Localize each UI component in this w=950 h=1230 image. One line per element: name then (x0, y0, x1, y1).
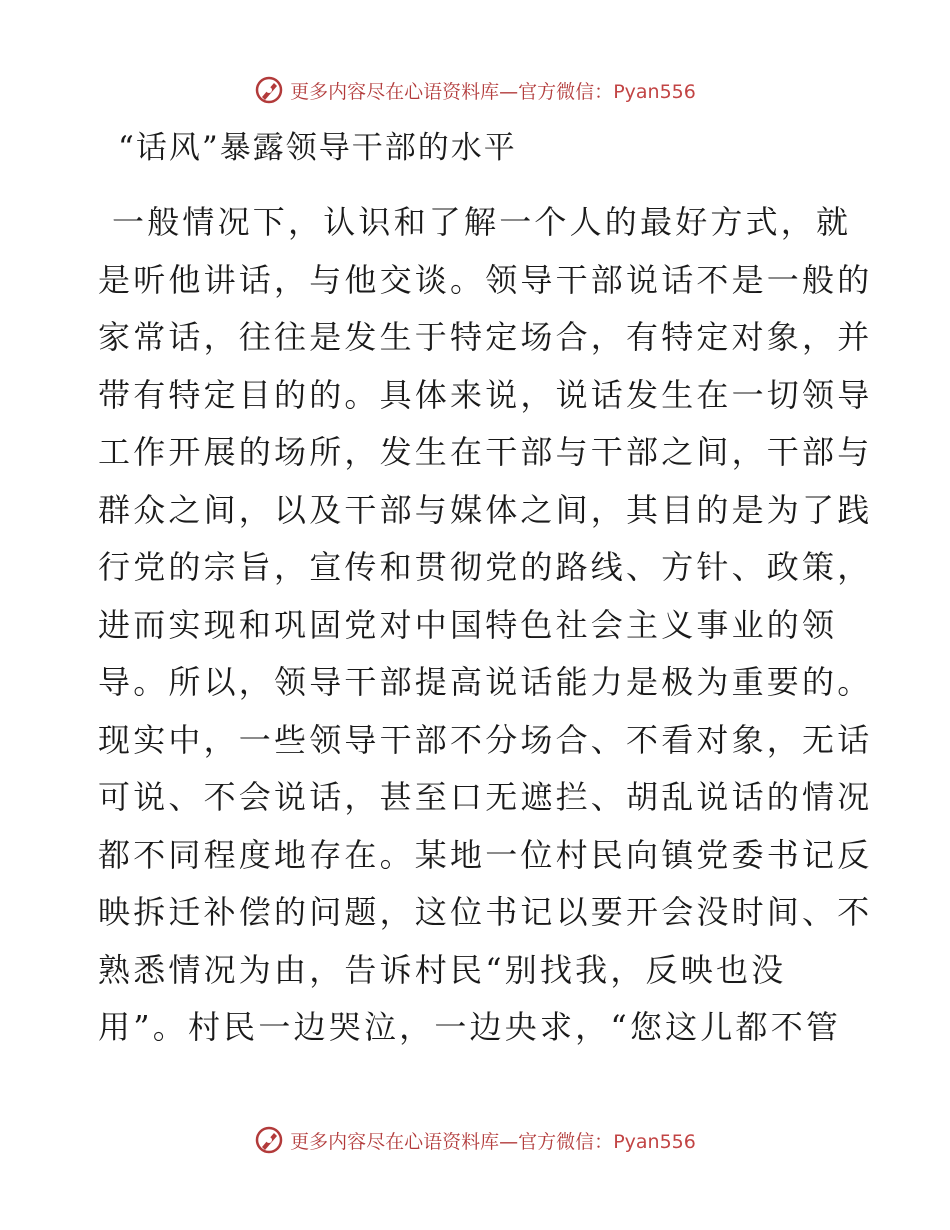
document-title: “话风”暴露领导干部的水平 (118, 130, 517, 166)
body-line: 都不同程度地存在。某地一位村民向镇党委书记反 (98, 835, 873, 874)
body-line: 行党的宗旨，宣传和贯彻党的路线、方针、政策， (98, 548, 873, 586)
body-line: 可说、不会说话，甚至口无遮拦、胡乱说话的情况 (98, 778, 873, 816)
footer-banner (0, 1120, 950, 1160)
body-line: 映拆迁补偿的问题，这位书记以要开会没时间、不 (98, 893, 873, 931)
banner-main-text: 更多内容尽在心语资料库 (290, 80, 500, 103)
pen-logo-icon (254, 1125, 284, 1155)
body-line: 群众之间，以及干部与媒体之间，其目的是为了践 (98, 490, 873, 529)
banner-dash: — (499, 80, 519, 103)
banner-official-text: 官方微信： (518, 80, 614, 103)
body-line: 家常话，往往是发生于特定场合，有特定对象，并 (98, 318, 873, 356)
header-banner (0, 70, 950, 110)
body-line: 用”。村民一边哭泣，一边央求，“您这儿都不管 (98, 1008, 842, 1046)
body-line: 一般情况下，认识和了解一个人的最好方式，就 (112, 203, 852, 241)
body-line: 导。所以，领导干部提高说话能力是极为重要的。 (98, 663, 873, 701)
body-line: 是听他讲话，与他交谈。领导干部说话不是一般的 (98, 260, 873, 299)
banner-wechat-id: Pyan556 (613, 80, 696, 103)
body-line: 熟悉情况为由，告诉村民“别找我，反映也没 (98, 950, 787, 989)
banner-official-text: 官方微信： (518, 1130, 614, 1153)
body-line: 带有特定目的的。具体来说，说话发生在一切领导 (98, 375, 873, 414)
body-line: 工作开展的场所，发生在干部与干部之间，干部与 (98, 433, 873, 471)
body-line: 进而实现和巩固党对中国特色社会主义事业的领 (98, 605, 838, 644)
banner-main-text: 更多内容尽在心语资料库 (290, 1130, 500, 1153)
document-body (98, 194, 873, 1057)
pen-logo-icon (254, 75, 284, 105)
body-line: 现实中，一些领导干部不分场合、不看对象，无话 (98, 720, 873, 759)
banner-text (290, 1127, 696, 1154)
banner-wechat-id: Pyan556 (613, 1130, 696, 1153)
banner-text (290, 77, 696, 104)
banner-dash: — (499, 1130, 519, 1153)
